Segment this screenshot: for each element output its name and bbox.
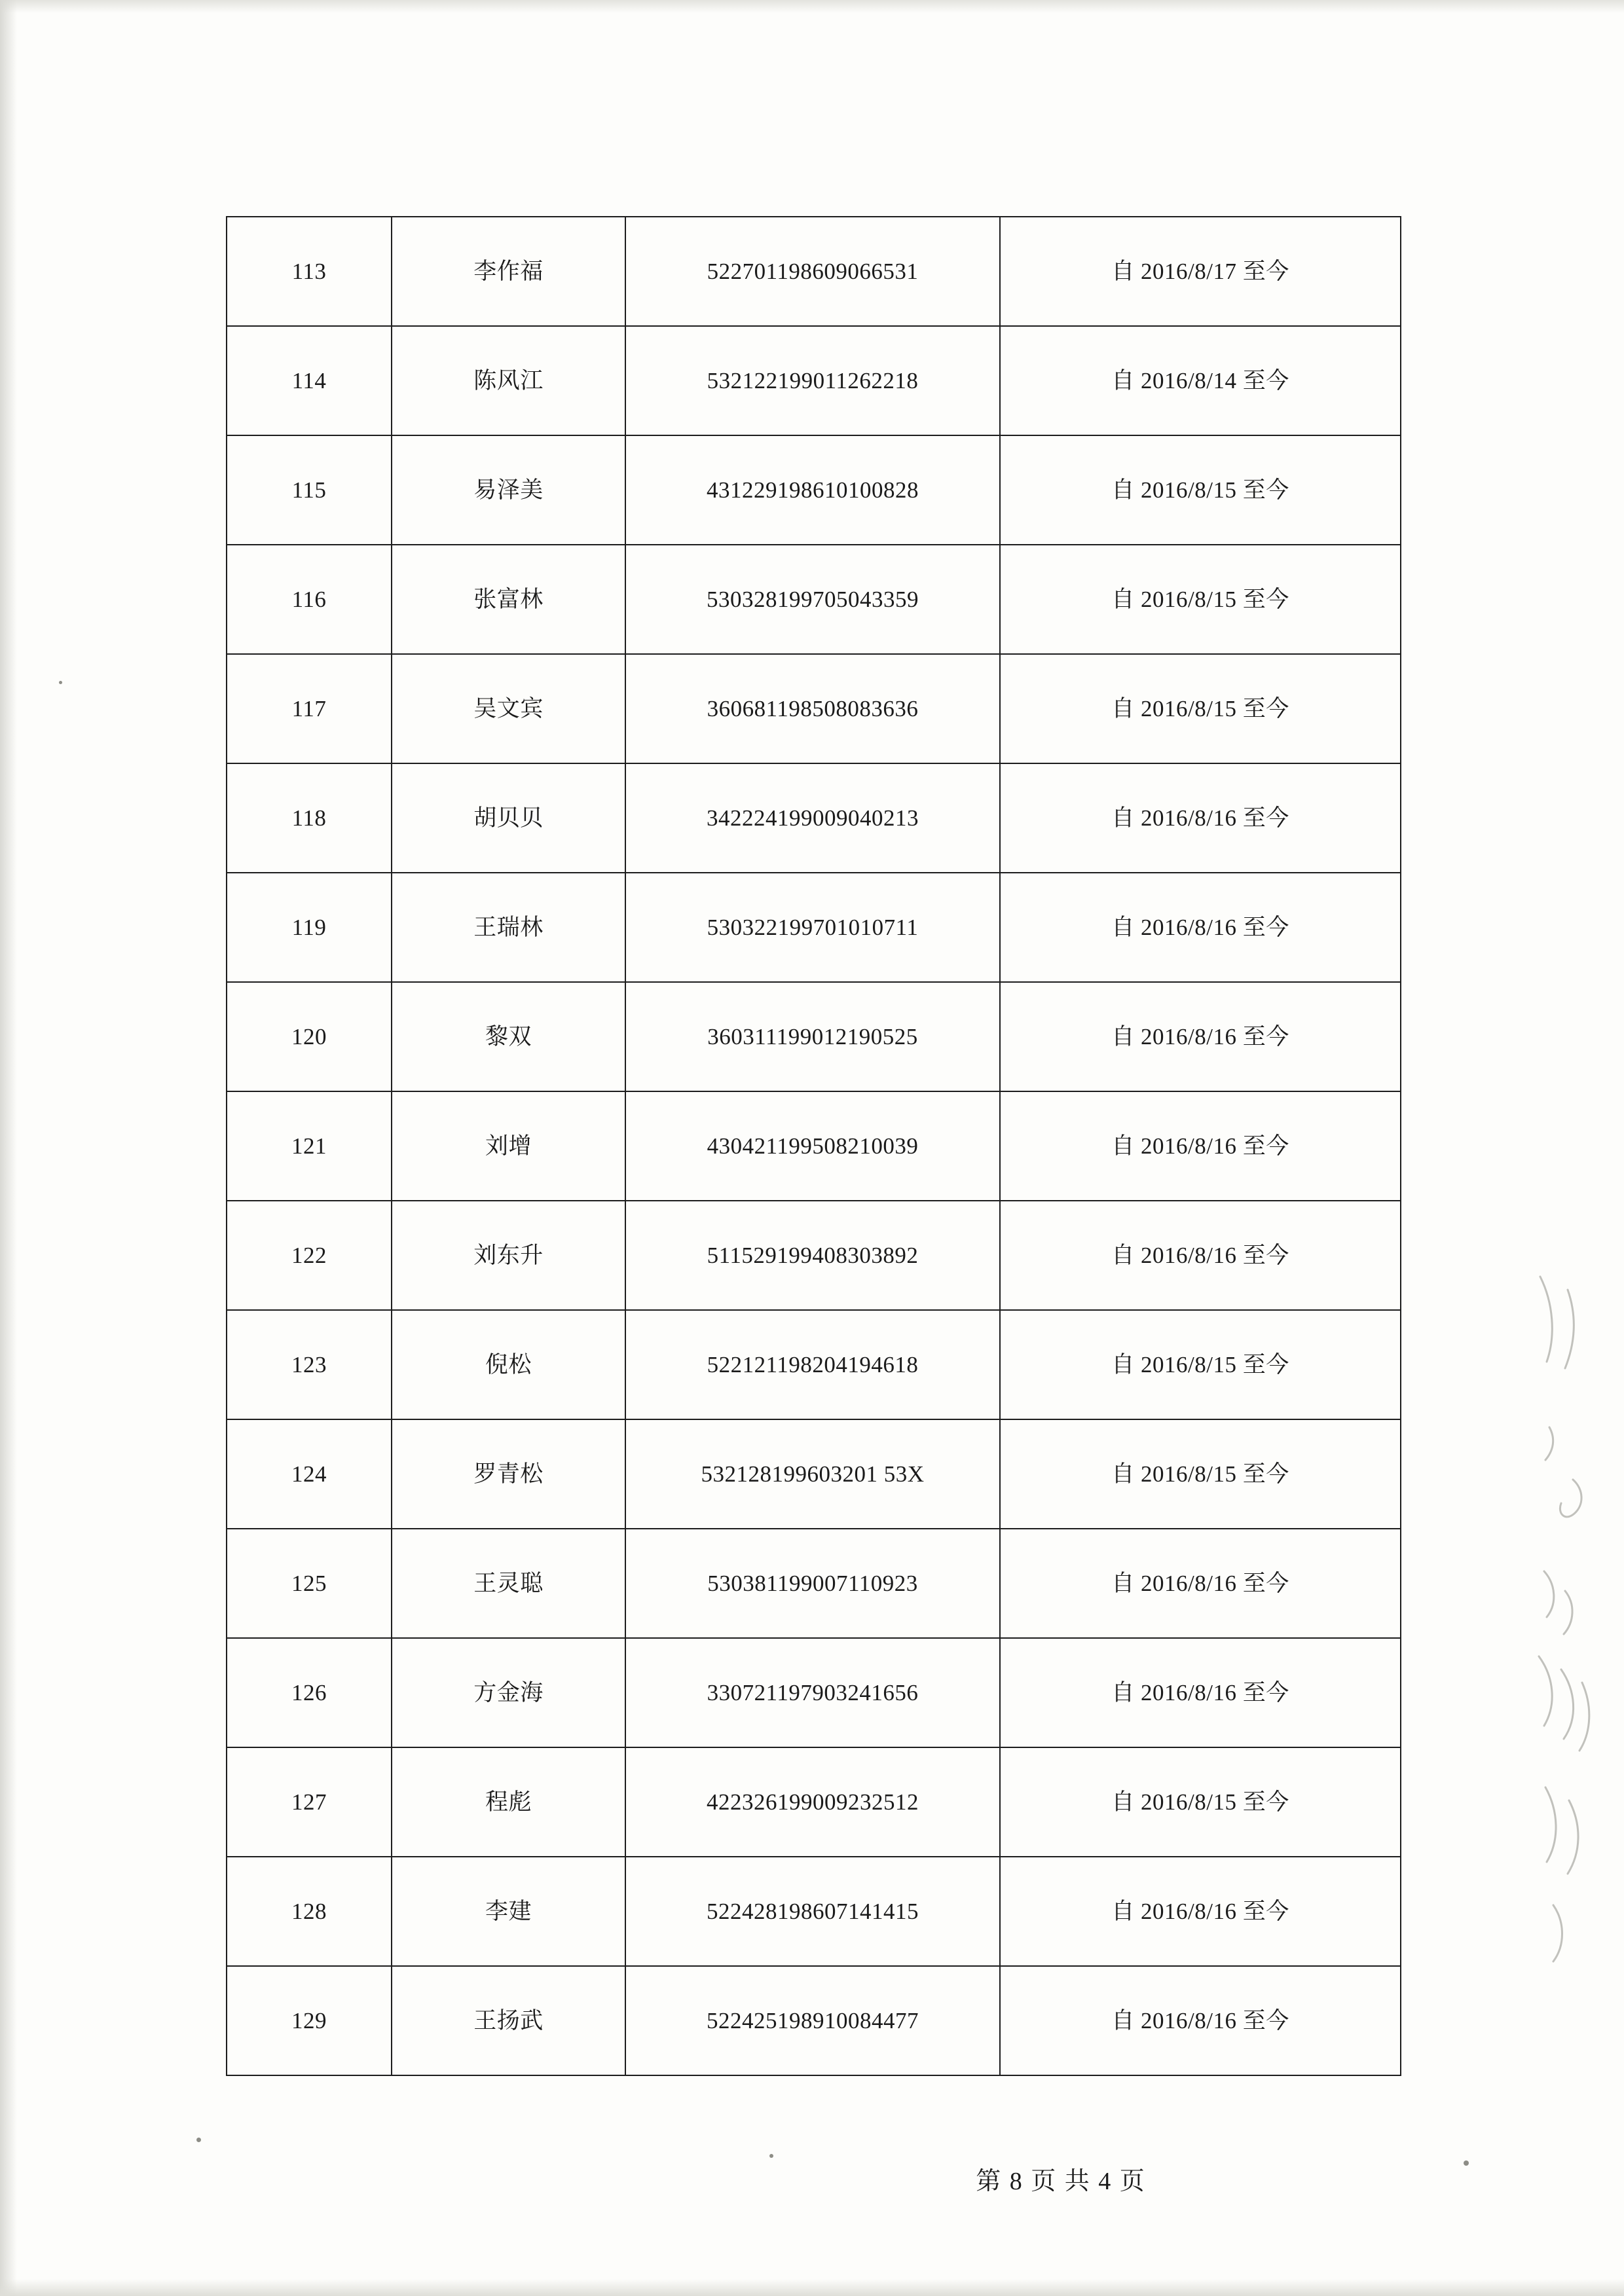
row-name: 易泽美 — [392, 435, 625, 545]
table-row — [227, 1747, 1401, 1857]
table-row — [227, 1638, 1401, 1747]
row-name: 胡贝贝 — [392, 763, 625, 873]
row-name: 王瑞林 — [392, 873, 625, 982]
table-row — [227, 1310, 1401, 1419]
row-id: 522428198607141415 — [625, 1857, 1000, 1966]
row-id: 431229198610100828 — [625, 435, 1000, 545]
table-row — [227, 217, 1401, 326]
row-period: 自 2016/8/15 至今 — [1000, 1419, 1401, 1529]
row-index: 126 — [227, 1638, 392, 1747]
scan-speck — [196, 2138, 201, 2142]
row-index: 117 — [227, 654, 392, 763]
page-footer — [0, 2160, 1624, 2196]
row-id: 530328199705043359 — [625, 545, 1000, 654]
row-name: 刘东升 — [392, 1201, 625, 1310]
row-name: 吴文宾 — [392, 654, 625, 763]
scan-speck — [769, 2154, 773, 2158]
table-row — [227, 1201, 1401, 1310]
row-name: 罗青松 — [392, 1419, 625, 1529]
row-period: 自 2016/8/15 至今 — [1000, 1310, 1401, 1419]
row-period: 自 2016/8/14 至今 — [1000, 326, 1401, 435]
table-row — [227, 763, 1401, 873]
row-id: 530322199701010711 — [625, 873, 1000, 982]
table-row — [227, 1966, 1401, 2075]
table-row — [227, 435, 1401, 545]
row-name: 李作福 — [392, 217, 625, 326]
scan-edge-top — [0, 0, 1624, 13]
handwritten-margin-marks — [1527, 1264, 1606, 1997]
row-index: 129 — [227, 1966, 392, 2075]
row-id: 430421199508210039 — [625, 1091, 1000, 1201]
row-name: 王灵聪 — [392, 1529, 625, 1638]
row-id: 532122199011262218 — [625, 326, 1000, 435]
row-period: 自 2016/8/15 至今 — [1000, 435, 1401, 545]
row-name: 刘增 — [392, 1091, 625, 1201]
row-period: 自 2016/8/16 至今 — [1000, 1966, 1401, 2075]
row-period: 自 2016/8/16 至今 — [1000, 1638, 1401, 1747]
row-index: 125 — [227, 1529, 392, 1638]
table-row — [227, 1419, 1401, 1529]
row-period: 自 2016/8/15 至今 — [1000, 654, 1401, 763]
row-period: 自 2016/8/16 至今 — [1000, 873, 1401, 982]
row-period: 自 2016/8/17 至今 — [1000, 217, 1401, 326]
table-row — [227, 545, 1401, 654]
row-id: 360311199012190525 — [625, 982, 1000, 1091]
scan-edge-bottom — [0, 2279, 1624, 2296]
row-period: 自 2016/8/15 至今 — [1000, 545, 1401, 654]
row-name: 程彪 — [392, 1747, 625, 1857]
roster-table-body — [227, 217, 1401, 2075]
row-index: 115 — [227, 435, 392, 545]
row-id: 342224199009040213 — [625, 763, 1000, 873]
row-name: 王扬武 — [392, 1966, 625, 2075]
row-index: 119 — [227, 873, 392, 982]
row-name: 黎双 — [392, 982, 625, 1091]
table-row — [227, 326, 1401, 435]
row-id: 511529199408303892 — [625, 1201, 1000, 1310]
row-name: 方金海 — [392, 1638, 625, 1747]
row-index: 120 — [227, 982, 392, 1091]
row-name: 倪松 — [392, 1310, 625, 1419]
row-id: 532128199603201 53X — [625, 1419, 1000, 1529]
row-period: 自 2016/8/15 至今 — [1000, 1747, 1401, 1857]
row-index: 121 — [227, 1091, 392, 1201]
row-index: 124 — [227, 1419, 392, 1529]
row-index: 127 — [227, 1747, 392, 1857]
row-index: 122 — [227, 1201, 392, 1310]
row-name: 陈风江 — [392, 326, 625, 435]
row-index: 116 — [227, 545, 392, 654]
table-row — [227, 654, 1401, 763]
row-period: 自 2016/8/16 至今 — [1000, 763, 1401, 873]
table-row — [227, 1091, 1401, 1201]
row-period: 自 2016/8/16 至今 — [1000, 1857, 1401, 1966]
table-row — [227, 873, 1401, 982]
table-row — [227, 1857, 1401, 1966]
table-row — [227, 982, 1401, 1091]
roster-table — [226, 216, 1401, 2076]
scan-edge-left — [0, 0, 17, 2296]
row-name: 张富林 — [392, 545, 625, 654]
table-row — [227, 1529, 1401, 1638]
row-id: 330721197903241656 — [625, 1638, 1000, 1747]
row-period: 自 2016/8/16 至今 — [1000, 1091, 1401, 1201]
row-index: 113 — [227, 217, 392, 326]
row-id: 530381199007110923 — [625, 1529, 1000, 1638]
row-index: 118 — [227, 763, 392, 873]
row-period: 自 2016/8/16 至今 — [1000, 1201, 1401, 1310]
row-id: 522701198609066531 — [625, 217, 1000, 326]
row-period: 自 2016/8/16 至今 — [1000, 982, 1401, 1091]
page-number-label: 第 8 页 共 4 页 — [976, 2168, 1146, 2195]
row-name: 李建 — [392, 1857, 625, 1966]
scan-speck — [59, 681, 62, 684]
row-id: 422326199009232512 — [625, 1747, 1000, 1857]
row-id: 522425198910084477 — [625, 1966, 1000, 2075]
row-period: 自 2016/8/16 至今 — [1000, 1529, 1401, 1638]
row-index: 123 — [227, 1310, 392, 1419]
row-id: 360681198508083636 — [625, 654, 1000, 763]
row-index: 114 — [227, 326, 392, 435]
row-index: 128 — [227, 1857, 392, 1966]
row-id: 522121198204194618 — [625, 1310, 1000, 1419]
